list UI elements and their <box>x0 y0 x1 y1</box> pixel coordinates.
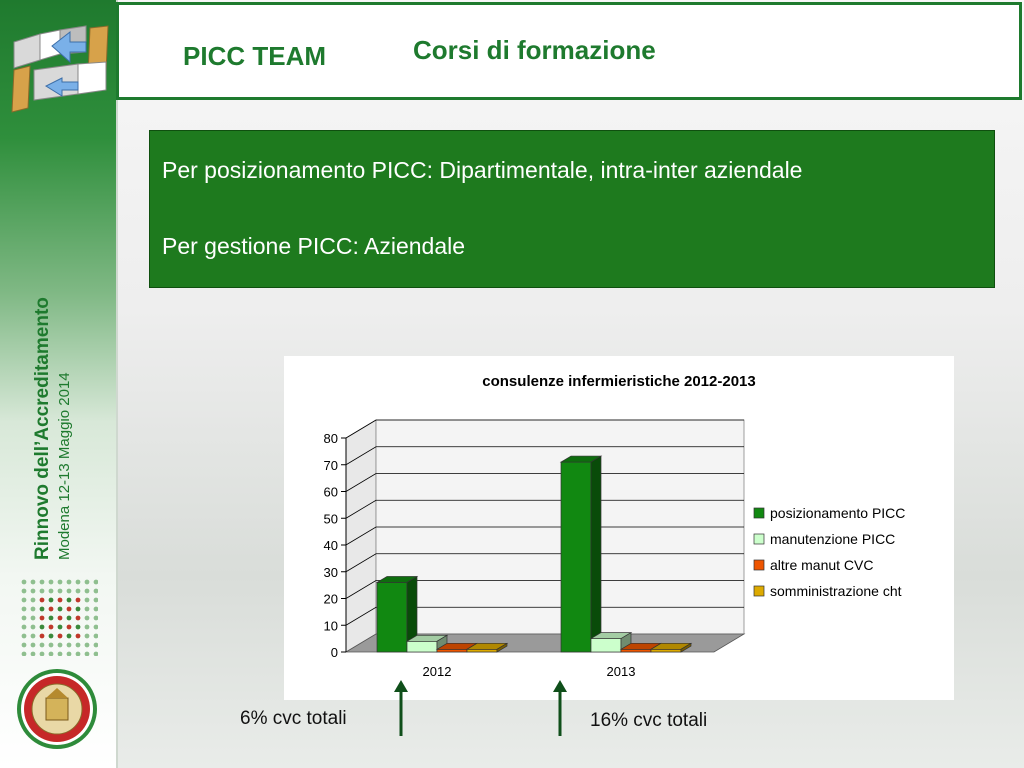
y-tick-label: 70 <box>323 457 338 473</box>
info-line-positioning: Per posizionamento PICC: Dipartimentale, intra-inter aziendale <box>162 157 803 183</box>
info-line-management: Per gestione PICC: Aziendale <box>162 233 466 259</box>
arrow-up-icon <box>553 680 567 738</box>
legend-swatch <box>754 560 764 570</box>
dot-pattern-icon <box>20 578 98 656</box>
legend-label: somministrazione cht <box>770 583 902 599</box>
y-tick-label: 50 <box>323 511 338 527</box>
arrow-up-icon <box>394 680 408 738</box>
bar-side <box>591 456 601 652</box>
x-tick-label: 2012 <box>422 664 452 679</box>
y-tick-label: 40 <box>323 538 338 553</box>
annotation-2013: 16% cvc totali <box>590 710 708 731</box>
title-bar <box>116 2 1022 100</box>
team-label: PICC TEAM <box>183 41 326 71</box>
x-tick-label: 2013 <box>606 664 636 679</box>
sidebar-vertical-text <box>32 297 73 560</box>
info-box <box>149 130 995 288</box>
legend-swatch <box>754 586 764 596</box>
legend-label: manutenzione PICC <box>770 531 896 547</box>
annotation-2012: 6% cvc totali <box>240 708 347 729</box>
bar-chart <box>284 356 954 700</box>
bar <box>591 639 621 652</box>
bar <box>407 641 437 652</box>
legend-swatch <box>754 508 764 518</box>
university-seal-icon <box>16 668 98 750</box>
y-tick-label: 30 <box>323 564 338 580</box>
bar <box>621 649 651 652</box>
sidebar <box>0 0 118 768</box>
legend-label: altre manut CVC <box>770 557 874 573</box>
y-tick-label: 60 <box>323 484 338 500</box>
y-tick-label: 0 <box>330 645 338 660</box>
sidebar-title: Rinnovo dell’Accreditamento <box>32 297 53 560</box>
page-title: Corsi di formazione <box>413 35 656 65</box>
chart-panel <box>284 356 954 700</box>
accreditation-logo-icon <box>8 24 112 116</box>
legend-swatch <box>754 534 764 544</box>
bar <box>437 649 467 652</box>
y-tick-label: 10 <box>323 618 338 634</box>
chart-title: consulenze infermieristiche 2012-2013 <box>482 373 756 390</box>
bar <box>377 582 407 652</box>
legend-label: posizionamento PICC <box>770 505 906 521</box>
sidebar-subtitle: Modena 12-13 Maggio 2014 <box>56 372 73 560</box>
bar <box>651 649 681 652</box>
bar <box>467 649 497 652</box>
y-tick-label: 20 <box>323 591 338 607</box>
bar <box>561 462 591 652</box>
y-tick-label: 80 <box>323 431 338 446</box>
